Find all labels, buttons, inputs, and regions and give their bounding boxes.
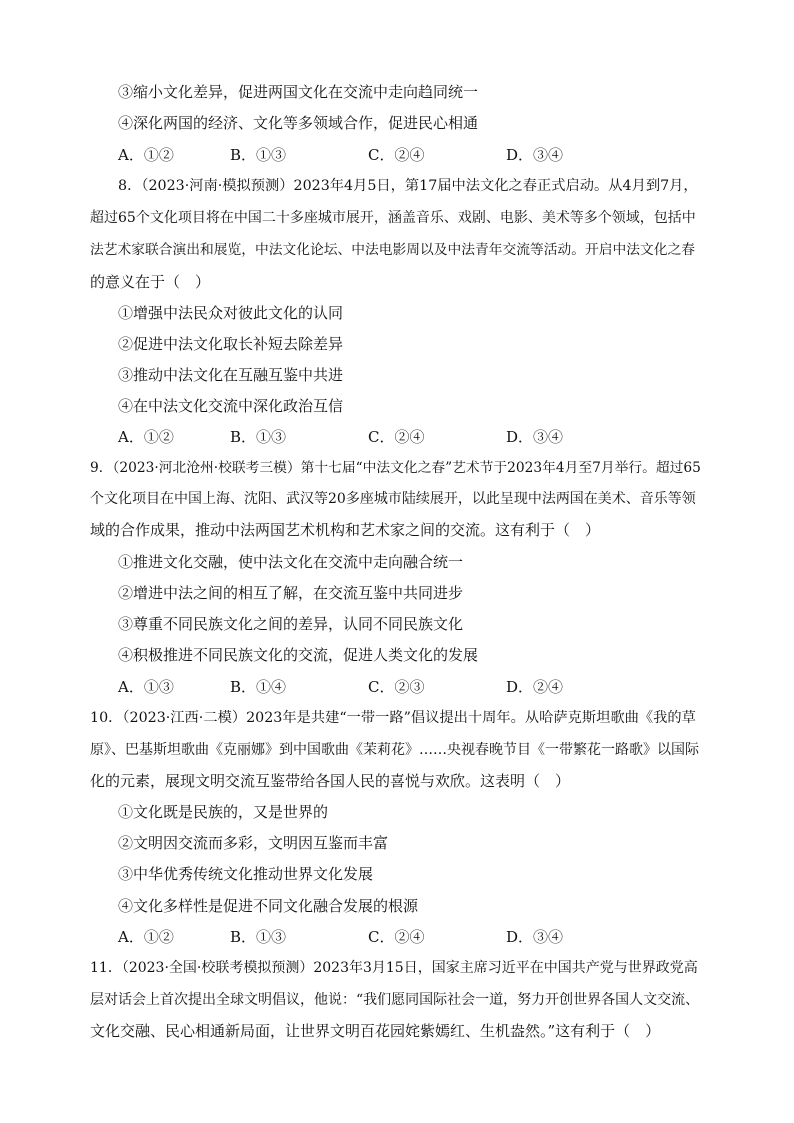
- q10-option-a: A．①②: [118, 928, 174, 946]
- prev-option-d: D．③④: [506, 146, 564, 164]
- q8-item-3: ③推动中法文化在互融互鉴中共进: [118, 366, 344, 384]
- q10-stem-line-1: 10．（2023·江西·二模）2023年是共建“一带一路”倡议提出十周年。从哈萨克斯坦歌曲《我的草: [90, 710, 696, 726]
- q8-option-a: A．①②: [118, 428, 174, 446]
- prev-option-b: B．①③: [230, 146, 287, 164]
- q8-item-2: ②促进中法文化取长补短去除差异: [118, 335, 344, 353]
- q10-option-d: D．③④: [506, 928, 564, 946]
- q11-stem-line-2: 层对话会上首次提出全球文明倡议，他说：“我们愿同国际社会一道，努力开创世界各国人文交流、: [90, 992, 700, 1008]
- q9-option-a: A．①③: [118, 678, 174, 696]
- q9-stem-line-1: 9．（2023·河北沧州·校联考三模）第十七届“中法文化之春”艺术节于2023年4月至7月举行。超过65: [90, 460, 701, 476]
- q9-option-b: B．①④: [230, 678, 287, 696]
- q9-option-c: C．②③: [368, 678, 425, 696]
- q10-item-1: ①文化既是民族的，又是世界的: [118, 803, 329, 821]
- q9-item-3: ③尊重不同民族文化之间的差异，认同不同民族文化: [118, 615, 464, 633]
- q10-item-4: ④文化多样性是促进不同文化融合发展的根源: [118, 897, 419, 915]
- q9-item-2: ②增进中法之间的相互了解，在交流互鉴中共同进步: [118, 584, 464, 602]
- q8-stem-line-3: 法艺术家联合演出和展览，中法文化论坛、中法电影周以及中法青年交流等活动。开启中法文化之春: [90, 242, 696, 258]
- q10-stem-line-3: 化的元素，展现文明交流互鉴带给各国人民的喜悦与欢欣。这表明（ ）: [90, 772, 571, 790]
- q8-stem-line-2: 超过65个文化项目将在中国二十多座城市展开，涵盖音乐、戏剧、电影、美术等多个领域，包括中: [90, 210, 696, 226]
- prev-item-4: ④深化两国的经济、文化等多领域合作，促进民心相通: [118, 114, 479, 132]
- q10-option-b: B．①③: [230, 928, 287, 946]
- q9-option-d: D．②④: [506, 678, 564, 696]
- q8-stem-line-1: 8．（2023·河南·模拟预测）2023年4月5日，第17届中法文化之春正式启动。从4月到7月，: [118, 178, 698, 194]
- q11-stem-line-1: 11．（2023·全国·校联考模拟预测）2023年3月15日，国家主席习近平在中国共产党与世界政党高: [90, 960, 698, 976]
- q10-item-2: ②文明因交流而多彩，文明因互鉴而丰富: [118, 834, 389, 852]
- q8-option-c: C．②④: [368, 428, 425, 446]
- q8-stem-line-4: 的意义在于（ ）: [90, 273, 211, 291]
- prev-item-3: ③缩小文化差异，促进两国文化在交流中走向趋同统一: [118, 83, 479, 101]
- q10-option-c: C．②④: [368, 928, 425, 946]
- q8-option-d: D．③④: [506, 428, 564, 446]
- q11-stem-line-3: 文化交融、民心相通新局面，让世界文明百花园姹紫嫣红、生机盎然。”这有利于（ ）: [90, 1022, 661, 1040]
- q8-option-b: B．①③: [230, 428, 287, 446]
- q10-item-3: ③中华优秀传统文化推动世界文化发展: [118, 865, 374, 883]
- q9-stem-line-2: 个文化项目在中国上海、沈阳、武汉等20多座城市陆续展开，以此呈现中法两国在美术、音乐等领: [90, 491, 696, 507]
- prev-option-c: C．②④: [368, 146, 425, 164]
- prev-option-a: A．①②: [118, 146, 174, 164]
- q8-item-1: ①增强中法民众对彼此文化的认同: [118, 304, 344, 322]
- q10-stem-line-2: 原》、巴基斯坦歌曲《克丽娜》到中国歌曲《茉莉花》……央视春晚节目《一带繁花一路歌》以国际: [90, 742, 699, 758]
- q9-item-1: ①推进文化交融，使中法文化在交流中走向融合统一: [118, 553, 464, 571]
- q8-item-4: ④在中法文化交流中深化政治互信: [118, 397, 344, 415]
- q9-stem-line-3: 域的合作成果，推动中法两国艺术机构和艺术家之间的交流。这有利于（ ）: [90, 521, 601, 539]
- q9-item-4: ④积极推进不同民族文化的交流，促进人类文化的发展: [118, 646, 479, 664]
